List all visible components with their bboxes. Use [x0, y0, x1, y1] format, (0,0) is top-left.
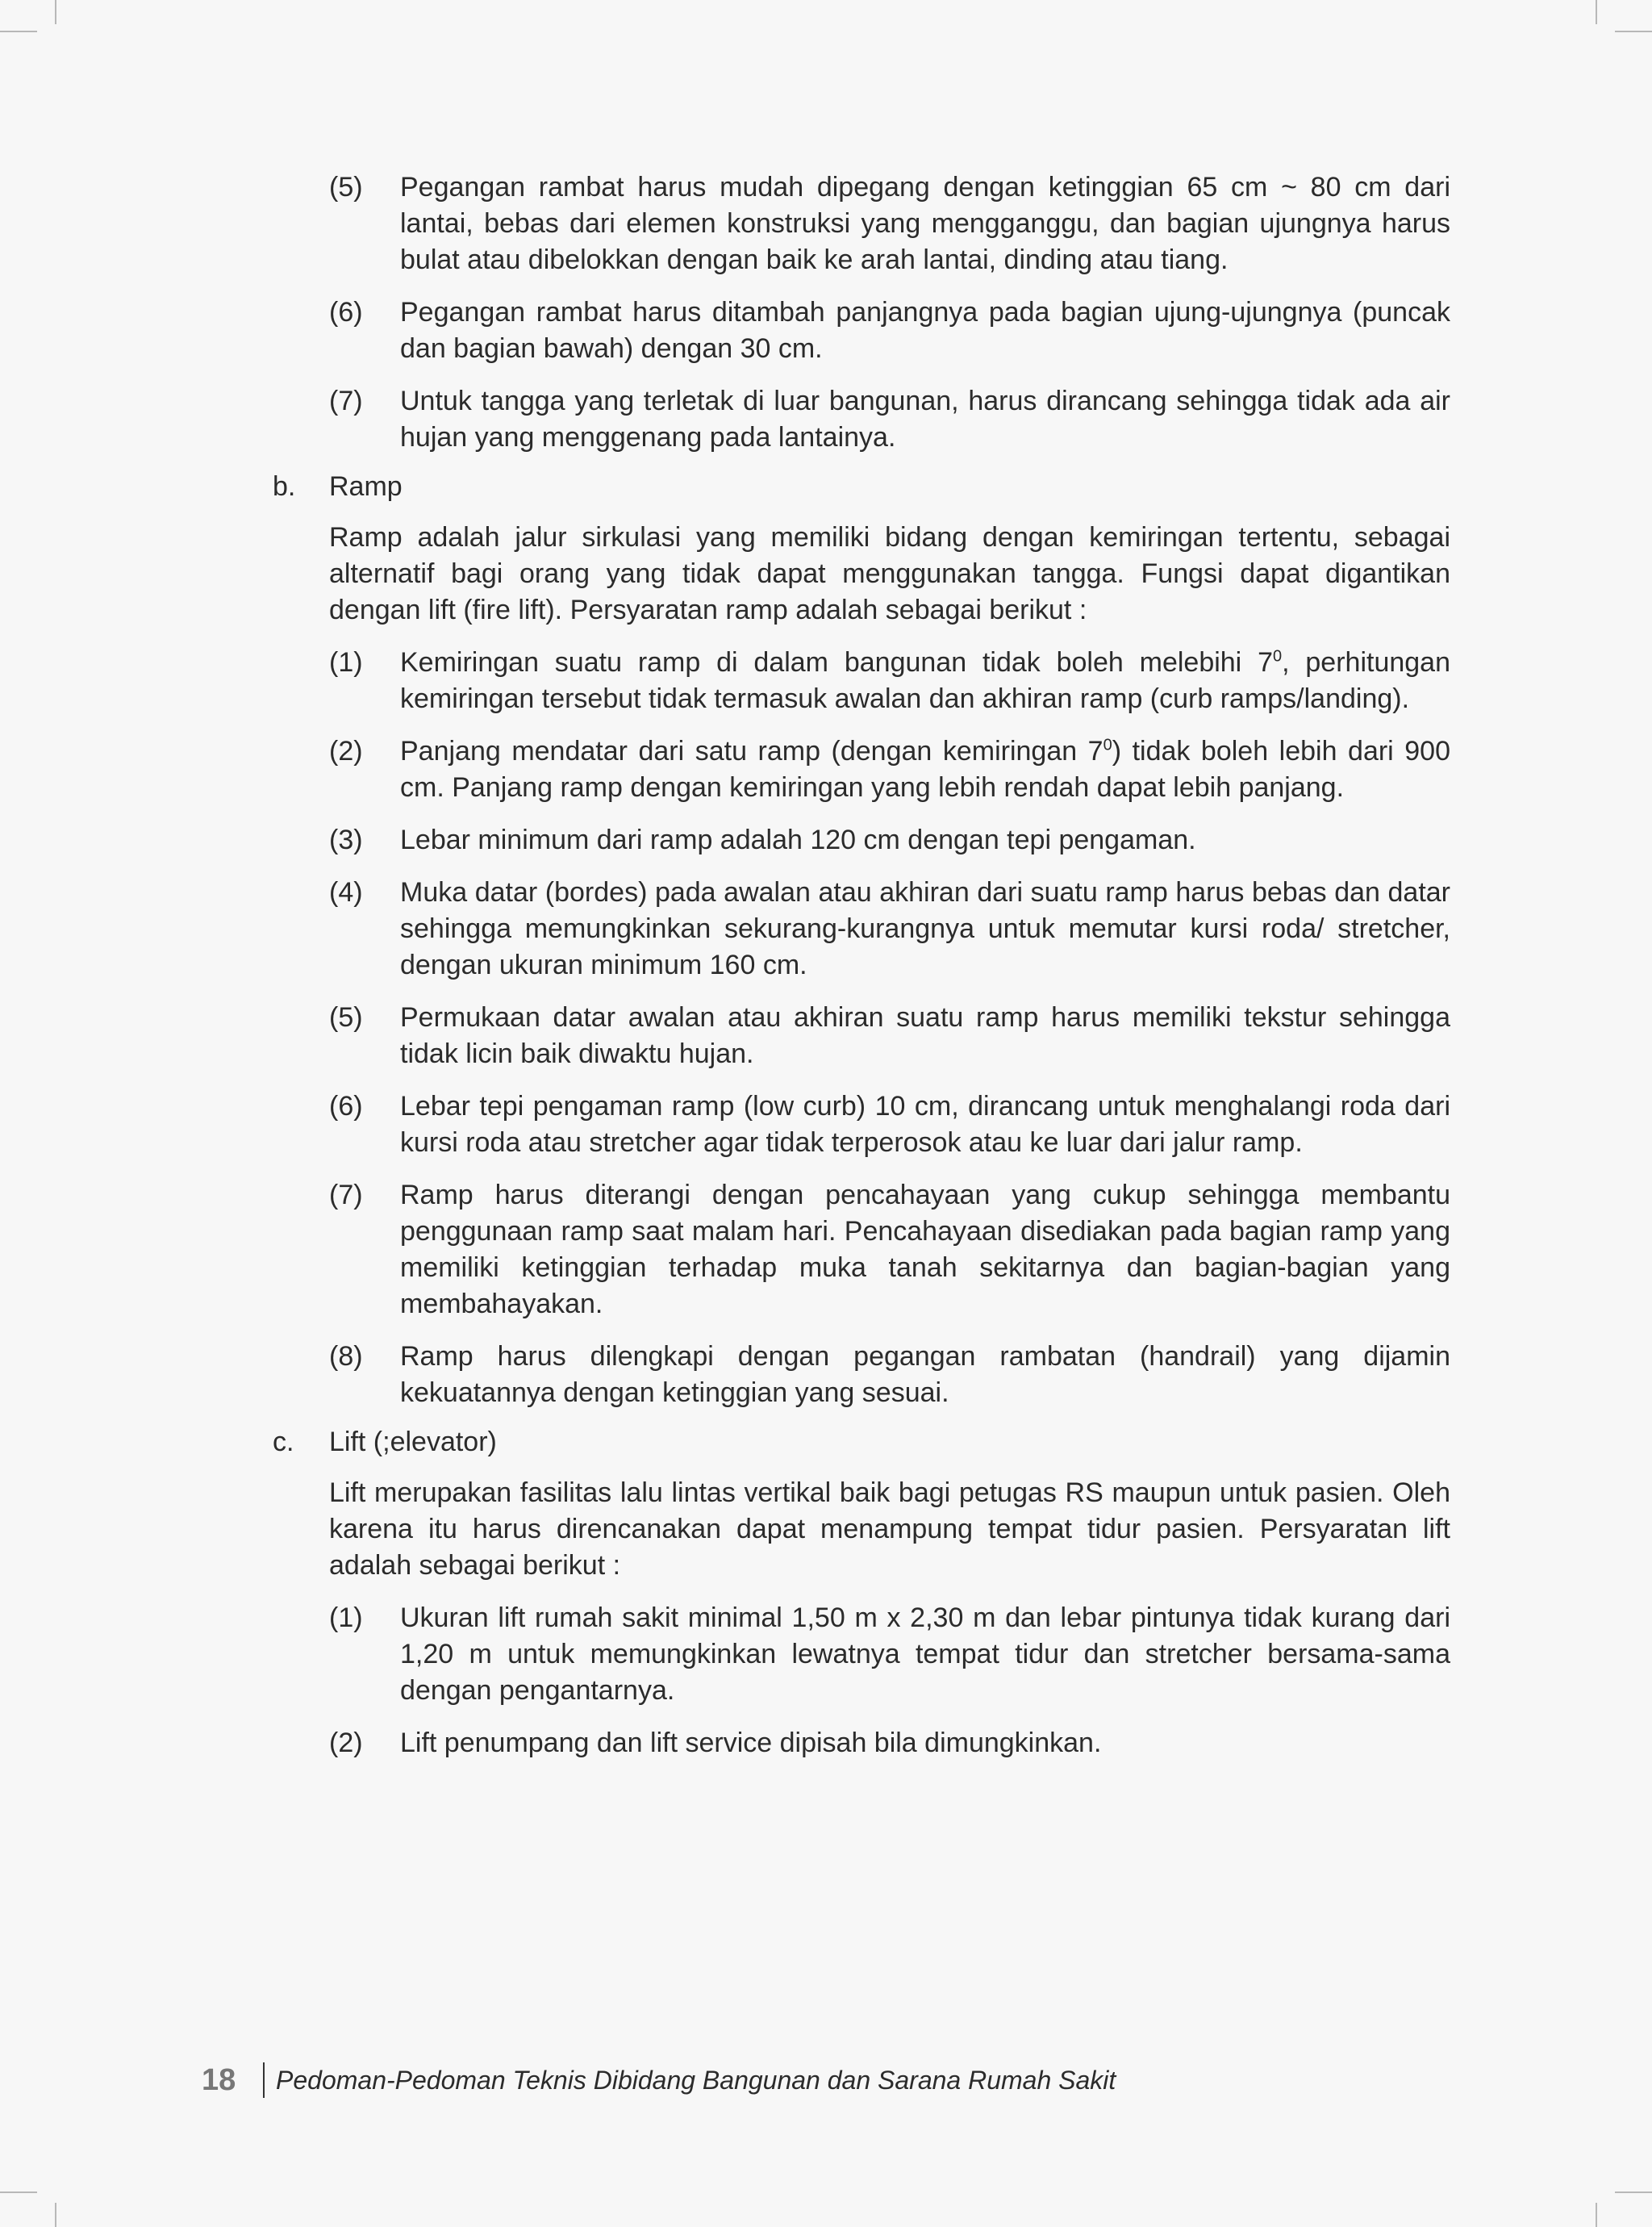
body-content [0, 169, 1652, 1778]
page-footer [202, 2062, 1116, 2098]
crop-mark [55, 2203, 56, 2227]
item-number: (5) [329, 1002, 363, 1033]
list-item [329, 1000, 1450, 1072]
item-text: Ramp harus diterangi dengan pencahayaan yang cukup sehingga membantu penggunaan ramp saat malam hari. Pencahayaan disediakan pada bagian ramp yang memiliki ketinggian terhadap muka tanah sekitarnya dan bagian-bagian yang membahayakan. [400, 1180, 1450, 1319]
list-item [329, 169, 1450, 278]
section-letter: c. [273, 1427, 294, 1457]
crop-mark [0, 2191, 37, 2193]
item-number: (7) [329, 1180, 363, 1210]
section-heading-ramp [273, 469, 1652, 505]
section-heading-lift [273, 1424, 1652, 1460]
item-text: Muka datar (bordes) pada awalan atau akhiran dari suatu ramp harus bebas dan datar sehingga memungkinkan sekurang-kurangnya untuk memutar kursi roda/ stretcher, dengan ukuran minimum 160 cm. [400, 877, 1450, 980]
list-item [329, 733, 1450, 806]
item-text: Lebar tepi pengaman ramp (low curb) 10 cm, dirancang untuk menghalangi roda dari kursi roda atau stretcher agar tidak terperosok atau ke luar dari jalur ramp. [400, 1091, 1450, 1158]
item-text: Pegangan rambat harus ditambah panjangnya pada bagian ujung-ujungnya (puncak dan bagian bawah) dengan 30 cm. [400, 297, 1450, 364]
item-number: (1) [329, 1602, 363, 1633]
item-text: Pegangan rambat harus mudah dipegang dengan ketinggian 65 cm ~ 80 cm dari lantai, bebas dari elemen konstruksi yang mengganggu, dan bagian ujungnya harus bulat atau dibelokkan dengan baik ke arah lantai, dinding atau tiang. [400, 172, 1450, 275]
crop-mark [1596, 2203, 1597, 2227]
page-number: 18 [202, 2062, 236, 2097]
footer-divider [263, 2062, 265, 2098]
item-number: (6) [329, 297, 363, 328]
ramp-intro: Ramp adalah jalur sirkulasi yang memiliki bidang dengan kemiringan tertentu, sebagai alternatif bagi orang yang tidak dapat menggunakan tangga. Fungsi dapat digantikan dengan lift (fire lift). Persyaratan ramp adalah sebagai berikut : [329, 522, 1450, 625]
crop-mark [1596, 0, 1597, 24]
item-text-part: Panjang mendatar dari satu ramp (dengan kemiringan 7 [400, 736, 1103, 767]
list-item [329, 383, 1450, 456]
crop-mark [1615, 31, 1652, 32]
item-number: (6) [329, 1091, 363, 1122]
crop-mark [0, 31, 37, 32]
list-item [329, 1088, 1450, 1161]
section-title: Ramp [329, 471, 403, 502]
item-number: (4) [329, 877, 363, 908]
list-item [329, 1339, 1450, 1411]
item-text: Ramp harus dilengkapi dengan pegangan rambatan (handrail) yang dijamin kekuatannya dengan ketinggian yang sesuai. [400, 1341, 1450, 1408]
list-item [329, 1177, 1450, 1322]
item-text-part: Kemiringan suatu ramp di dalam bangunan tidak boleh melebihi 7 [400, 647, 1273, 678]
item-number: (7) [329, 386, 363, 416]
item-text [400, 733, 1450, 806]
list-item [329, 645, 1450, 717]
item-number: (1) [329, 647, 363, 678]
item-text: Lift penumpang dan lift service dipisah bila dimungkinkan. [400, 1728, 1102, 1758]
item-text: Permukaan datar awalan atau akhiran suatu ramp harus memiliki tekstur sehingga tidak licin baik diwaktu hujan. [400, 1002, 1450, 1069]
item-number: (5) [329, 172, 363, 203]
footer-title: Pedoman-Pedoman Teknis Dibidang Bangunan dan Sarana Rumah Sakit [276, 2065, 1116, 2095]
lift-intro: Lift merupakan fasilitas lalu lintas vertikal baik bagi petugas RS maupun untuk pasien. Oleh karena itu harus direncanakan dapat menampung tempat tidur pasien. Persyaratan lift adalah sebagai berikut : [329, 1477, 1450, 1581]
section-title: Lift (;elevator) [329, 1427, 497, 1457]
list-item [329, 1600, 1450, 1709]
crop-mark [55, 0, 56, 24]
item-text: Ukuran lift rumah sakit minimal 1,50 m x 2,30 m dan lebar pintunya tidak kurang dari 1,20 m untuk memungkinkan lewatnya tempat tidur dan stretcher bersama-sama dengan pengantarnya. [400, 1602, 1450, 1706]
item-number: (8) [329, 1341, 363, 1372]
item-text-part: , perhitungan kemiringan tersebut tidak termasuk awalan dan akhiran ramp (curb ramps/landing). [400, 647, 1450, 714]
item-number: (3) [329, 825, 363, 855]
list-item [329, 1725, 1450, 1761]
list-item [329, 822, 1450, 859]
item-number: (2) [329, 736, 363, 767]
item-text [400, 645, 1450, 717]
item-text: Lebar minimum dari ramp adalah 120 cm dengan tepi pengaman. [400, 825, 1196, 855]
degree-superscript: 0 [1272, 647, 1283, 666]
list-item [329, 875, 1450, 984]
section-letter: b. [273, 471, 296, 502]
item-text-part: ) tidak boleh lebih dari 900 cm. Panjang ramp dengan kemiringan yang lebih rendah dapat lebih panjang. [400, 736, 1450, 803]
item-text: Untuk tangga yang terletak di luar bangunan, harus dirancang sehingga tidak ada air hujan yang menggenang pada lantainya. [400, 386, 1450, 453]
item-number: (2) [329, 1728, 363, 1758]
list-item [329, 295, 1450, 367]
crop-mark [1615, 2191, 1652, 2193]
degree-superscript: 0 [1103, 736, 1112, 754]
